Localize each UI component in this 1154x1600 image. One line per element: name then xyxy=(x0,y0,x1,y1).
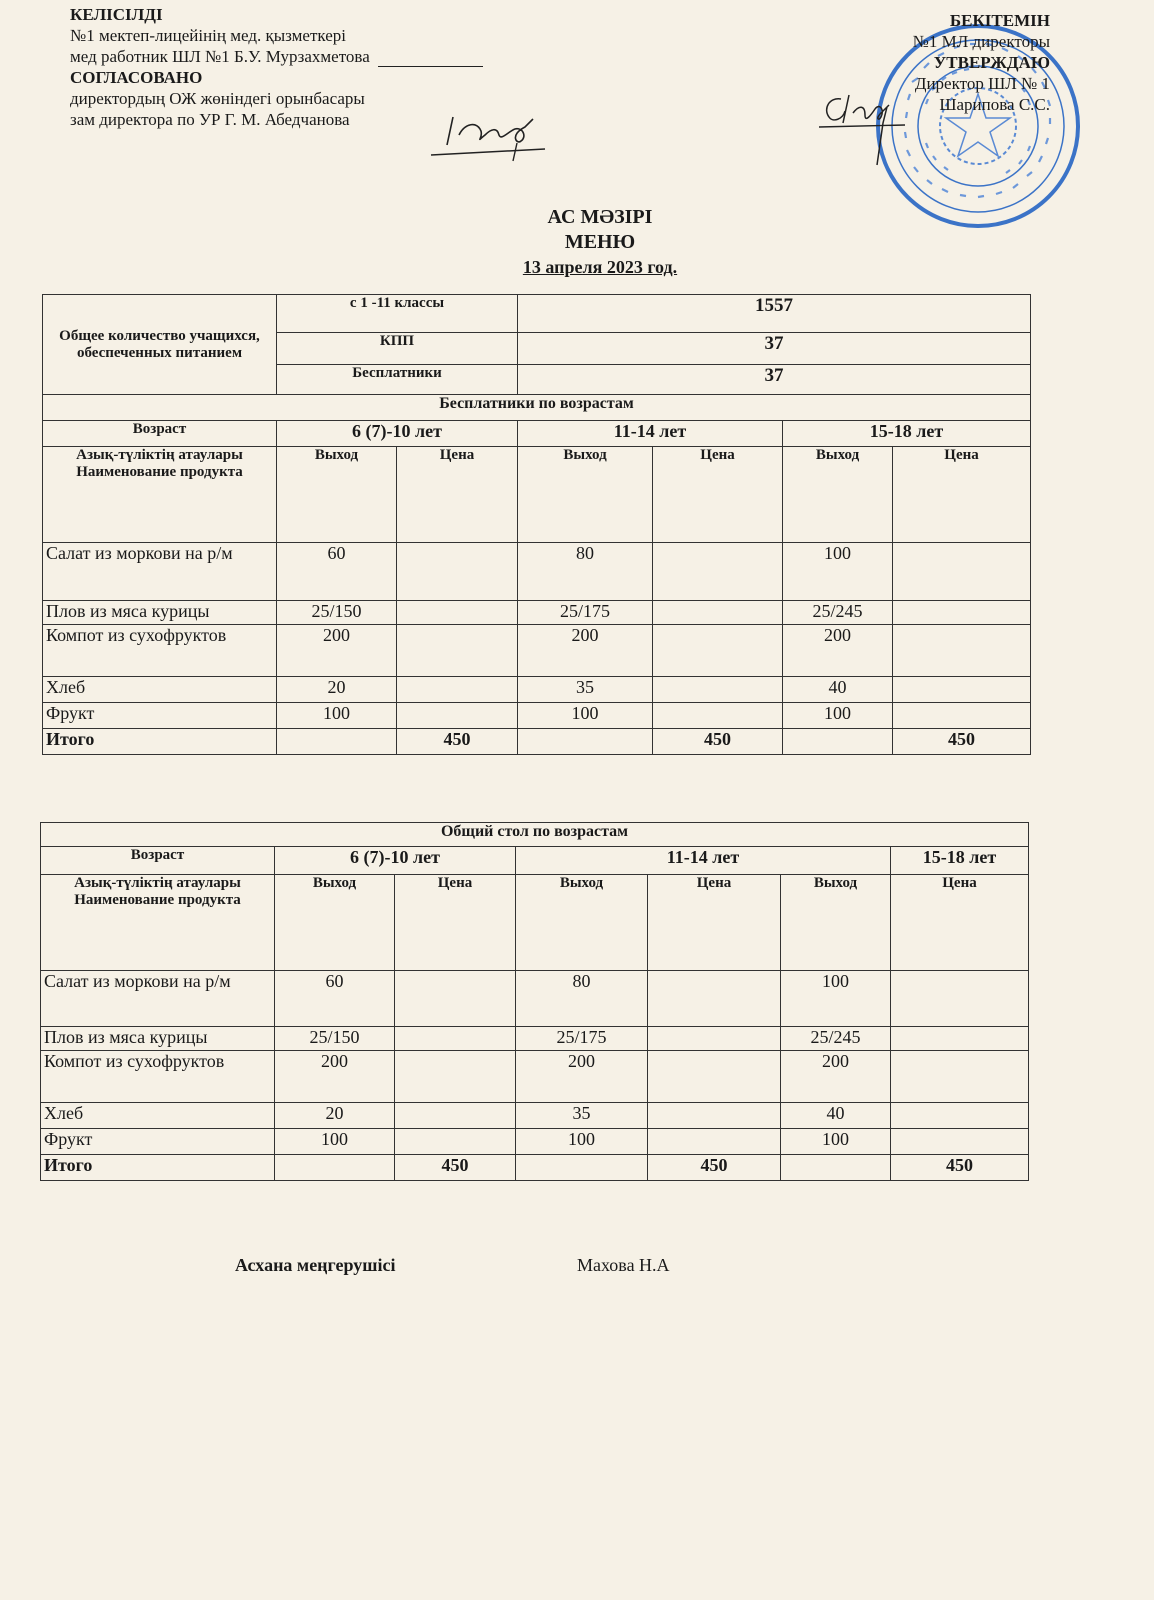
price-cell xyxy=(395,971,516,1027)
summary-category: КПП xyxy=(277,333,518,365)
price-cell xyxy=(893,601,1031,625)
total-row xyxy=(43,729,1031,755)
summary-value: 37 xyxy=(518,365,1031,395)
canteen-head-role: Асхана меңгерушісі xyxy=(235,1255,396,1275)
price-cell xyxy=(648,1027,781,1051)
summary-row xyxy=(43,295,1031,333)
price-cell xyxy=(397,703,518,729)
output-cell: 200 xyxy=(781,1051,891,1103)
age-header: Возраст xyxy=(43,421,277,447)
title-ru: МЕНЮ xyxy=(564,231,636,253)
product-header: Азық-түліктің атаулары Наименование продукта xyxy=(43,447,277,543)
table-row xyxy=(43,703,1031,729)
output-cell: 25/175 xyxy=(516,1027,648,1051)
summary-category: Бесплатники xyxy=(277,365,518,395)
table-row xyxy=(41,1027,1029,1051)
total-cell: 450 xyxy=(893,729,1031,755)
output-header: Выход xyxy=(783,447,893,543)
output-cell: 100 xyxy=(277,703,397,729)
output-cell: 100 xyxy=(781,1129,891,1155)
director-line-ru: Директор ШЛ № 1 xyxy=(914,74,1050,93)
price-cell xyxy=(648,971,781,1027)
table-row xyxy=(41,1051,1029,1103)
approval-block-right xyxy=(913,10,1050,115)
product-name: Плов из мяса курицы xyxy=(41,1027,275,1051)
price-cell xyxy=(653,625,783,677)
summary-value: 1557 xyxy=(518,295,1031,333)
price-header: Цена xyxy=(653,447,783,543)
product-name: Фрукт xyxy=(41,1129,275,1155)
price-cell xyxy=(395,1051,516,1103)
table-section-title: Бесплатники по возрастам xyxy=(43,395,1031,421)
output-cell: 100 xyxy=(275,1129,395,1155)
price-cell xyxy=(891,971,1029,1027)
director-name: Шарипова С.С. xyxy=(939,95,1050,114)
product-name: Хлеб xyxy=(43,677,277,703)
price-cell xyxy=(397,543,518,601)
age-group-header: 6 (7)-10 лет xyxy=(277,421,518,447)
price-cell xyxy=(648,1129,781,1155)
output-cell: 200 xyxy=(518,625,653,677)
total-label: Итого xyxy=(43,729,277,755)
output-cell: 100 xyxy=(781,971,891,1027)
approval-block-left xyxy=(70,4,483,130)
output-cell: 100 xyxy=(516,1129,648,1155)
agreed-title-ru: СОГЛАСОВАНО xyxy=(70,68,203,87)
output-cell: 200 xyxy=(277,625,397,677)
general-meals-table xyxy=(40,822,1029,1181)
product-name: Хлеб xyxy=(41,1103,275,1129)
price-cell xyxy=(395,1129,516,1155)
price-cell xyxy=(395,1103,516,1129)
price-cell xyxy=(648,1051,781,1103)
table-row xyxy=(41,971,1029,1027)
output-header: Выход xyxy=(518,447,653,543)
product-name: Компот из сухофруктов xyxy=(41,1051,275,1103)
output-cell: 100 xyxy=(518,703,653,729)
total-cell: 450 xyxy=(395,1155,516,1181)
output-cell: 25/245 xyxy=(783,601,893,625)
product-name: Салат из моркови на р/м xyxy=(43,543,277,601)
product-header: Азық-түліктің атаулары Наименование продукта xyxy=(41,875,275,971)
price-cell xyxy=(653,703,783,729)
output-cell: 80 xyxy=(516,971,648,1027)
price-cell xyxy=(397,601,518,625)
age-group-header: 11-14 лет xyxy=(516,847,891,875)
product-name: Плов из мяса курицы xyxy=(43,601,277,625)
signature-deputy xyxy=(425,105,555,165)
summary-category: с 1 -11 классы xyxy=(277,295,518,333)
output-cell: 25/245 xyxy=(781,1027,891,1051)
price-cell xyxy=(893,677,1031,703)
output-cell: 20 xyxy=(277,677,397,703)
summary-value: 37 xyxy=(518,333,1031,365)
output-cell: 200 xyxy=(783,625,893,677)
total-cell: 450 xyxy=(397,729,518,755)
signature-director xyxy=(815,85,915,170)
menu-date: 13 апреля 2023 год. xyxy=(522,257,678,277)
age-group-header: 11-14 лет xyxy=(518,421,783,447)
price-cell xyxy=(653,543,783,601)
summary-label: Общее количество учащихся, обеспеченных питанием xyxy=(43,295,277,395)
document-title xyxy=(0,205,1154,280)
output-header: Выход xyxy=(781,875,891,971)
age-group-header: 15-18 лет xyxy=(783,421,1031,447)
output-cell: 20 xyxy=(275,1103,395,1129)
output-header: Выход xyxy=(275,875,395,971)
price-cell xyxy=(893,703,1031,729)
price-cell xyxy=(648,1103,781,1129)
price-header: Цена xyxy=(395,875,516,971)
age-group-header: 15-18 лет xyxy=(891,847,1029,875)
canteen-head-name: Махова Н.А xyxy=(577,1255,670,1275)
table-row xyxy=(43,543,1031,601)
output-cell: 35 xyxy=(516,1103,648,1129)
output-cell: 200 xyxy=(275,1051,395,1103)
deputy-line-kz: директордың ОЖ жөніндегі орынбасары xyxy=(70,89,365,108)
price-header: Цена xyxy=(648,875,781,971)
table-row xyxy=(41,1129,1029,1155)
title-kz: АС МӘЗІРІ xyxy=(547,206,653,228)
price-header: Цена xyxy=(893,447,1031,543)
table-row xyxy=(41,1103,1029,1129)
output-cell: 40 xyxy=(781,1103,891,1129)
total-cell: 450 xyxy=(653,729,783,755)
med-worker-line-kz: №1 мектеп-лицейінің мед. қызметкері xyxy=(70,26,346,45)
output-header: Выход xyxy=(516,875,648,971)
product-name: Салат из моркови на р/м xyxy=(41,971,275,1027)
price-header: Цена xyxy=(397,447,518,543)
output-cell: 35 xyxy=(518,677,653,703)
price-cell xyxy=(397,677,518,703)
output-cell: 100 xyxy=(783,543,893,601)
total-row xyxy=(41,1155,1029,1181)
approve-title-kz: БЕКІТЕМІН xyxy=(949,11,1050,30)
total-cell: 450 xyxy=(891,1155,1029,1181)
output-cell: 100 xyxy=(783,703,893,729)
price-cell xyxy=(653,601,783,625)
output-cell: 25/175 xyxy=(518,601,653,625)
deputy-line-ru: зам директора по УР Г. М. Абедчанова xyxy=(70,110,350,129)
director-line-kz: №1 МЛ директоры xyxy=(912,32,1050,51)
output-cell: 80 xyxy=(518,543,653,601)
total-label: Итого xyxy=(41,1155,275,1181)
price-cell xyxy=(653,677,783,703)
output-cell: 60 xyxy=(275,971,395,1027)
price-cell xyxy=(893,625,1031,677)
table-row xyxy=(43,625,1031,677)
output-cell: 40 xyxy=(783,677,893,703)
med-worker-line-ru: мед работник ШЛ №1 Б.У. Мурзахметова xyxy=(70,46,483,67)
agreed-title-kz: КЕЛІСІЛДІ xyxy=(70,5,163,24)
price-cell xyxy=(891,1051,1029,1103)
price-header: Цена xyxy=(891,875,1029,971)
table-row xyxy=(43,601,1031,625)
price-cell xyxy=(891,1129,1029,1155)
price-cell xyxy=(397,625,518,677)
output-cell: 200 xyxy=(516,1051,648,1103)
product-name: Фрукт xyxy=(43,703,277,729)
price-cell xyxy=(891,1027,1029,1051)
price-cell xyxy=(891,1103,1029,1129)
output-cell: 25/150 xyxy=(275,1027,395,1051)
output-cell: 60 xyxy=(277,543,397,601)
table-section-title: Общий стол по возрастам xyxy=(41,823,1029,847)
total-cell: 450 xyxy=(648,1155,781,1181)
age-group-header: 6 (7)-10 лет xyxy=(275,847,516,875)
table-row xyxy=(43,677,1031,703)
price-cell xyxy=(395,1027,516,1051)
product-name: Компот из сухофруктов xyxy=(43,625,277,677)
age-header: Возраст xyxy=(41,847,275,875)
approve-title-ru: УТВЕРЖДАЮ xyxy=(933,53,1050,72)
output-header: Выход xyxy=(277,447,397,543)
free-meals-table xyxy=(42,294,1031,755)
price-cell xyxy=(893,543,1031,601)
output-cell: 25/150 xyxy=(277,601,397,625)
